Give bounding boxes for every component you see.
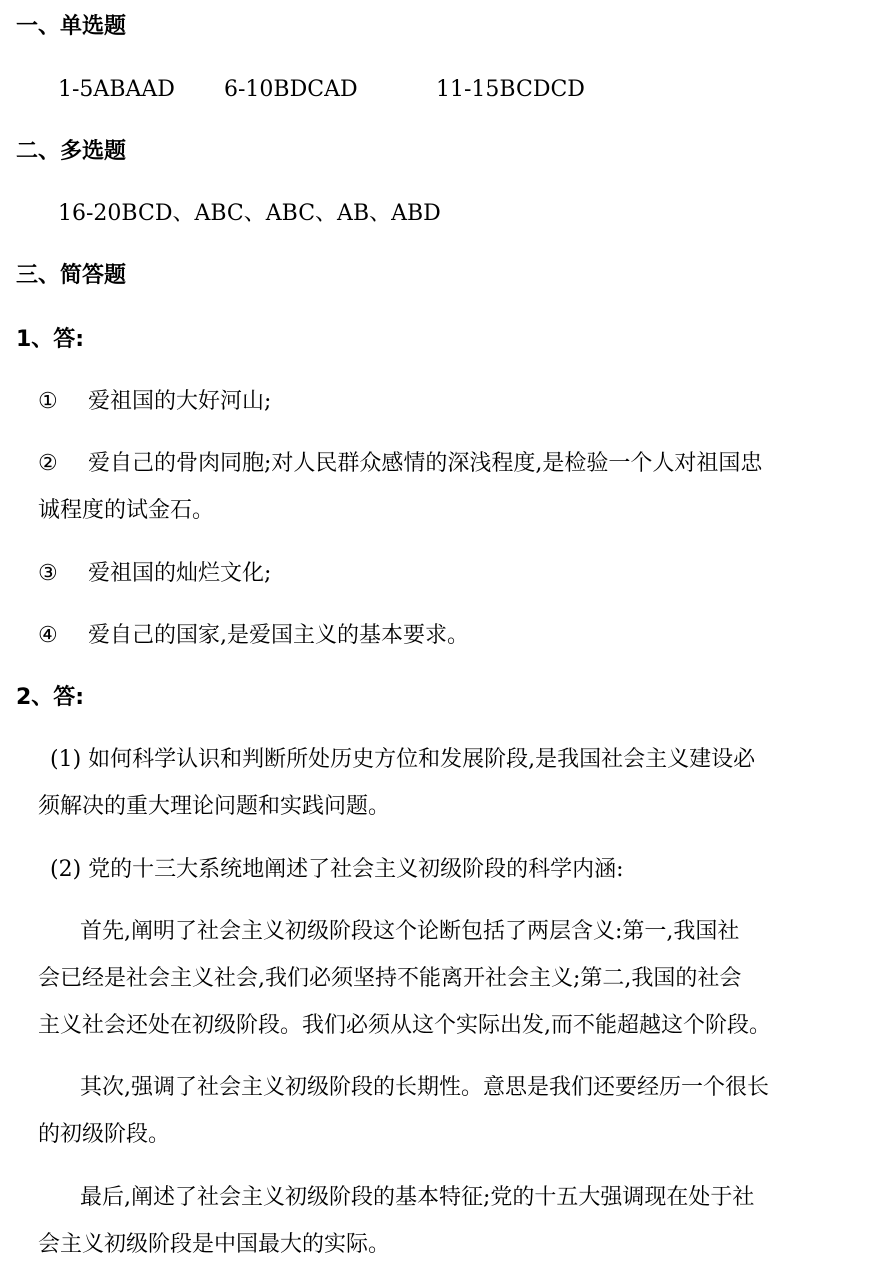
q1-item-2-continuation: 诚程度的试金石。 bbox=[38, 498, 215, 523]
section-title-short-answer: 三、简答题 bbox=[16, 263, 127, 288]
q1-item-3 bbox=[38, 559, 271, 589]
answer-group-6-10: 6-10BDCAD bbox=[224, 77, 358, 102]
single-choice-answers bbox=[58, 75, 585, 105]
q1-item-4-text: 爱自己的国家,是爱国主义的基本要求。 bbox=[88, 623, 469, 648]
q1-item-3-text: 爱祖国的灿烂文化; bbox=[88, 561, 272, 586]
q1-item-1 bbox=[38, 387, 271, 417]
circled-number-4: ④ bbox=[38, 623, 58, 648]
question-2-label: 2、答: bbox=[16, 685, 85, 710]
section-title-multi-choice: 二、多选题 bbox=[16, 139, 127, 164]
q2-paragraph-3-line-1: 首先,阐明了社会主义初级阶段这个论断包括了两层含义:第一,我国社 bbox=[80, 919, 740, 944]
circled-number-2: ② bbox=[38, 451, 58, 476]
multi-choice-answers: 16-20BCD、ABC、ABC、AB、ABD bbox=[58, 201, 441, 226]
circled-number-3: ③ bbox=[38, 561, 58, 586]
q2-paragraph-4-line-2: 的初级阶段。 bbox=[38, 1122, 171, 1147]
q2-paragraph-3-line-2: 会已经是社会主义社会,我们必须坚持不能离开社会主义;第二,我国的社会 bbox=[38, 966, 742, 991]
circled-number-1: ① bbox=[38, 389, 58, 414]
answer-group-11-15: 11-15BCDCD bbox=[436, 77, 585, 102]
q2-paragraph-3-line-3: 主义社会还处在初级阶段。我们必须从这个实际出发,而不能超越这个阶段。 bbox=[38, 1013, 771, 1038]
q2-paragraph-1-line-2: 须解决的重大理论问题和实践问题。 bbox=[38, 794, 391, 819]
answer-group-1-5: 1-5ABAAD bbox=[58, 77, 175, 102]
q2-paragraph-5-line-1: 最后,阐述了社会主义初级阶段的基本特征;党的十五大强调现在处于社 bbox=[80, 1185, 755, 1210]
q2-paragraph-1-line-1: (1) 如何科学认识和判断所处历史方位和发展阶段,是我国社会主义建设必 bbox=[50, 747, 756, 772]
section-title-single-choice: 一、单选题 bbox=[16, 14, 127, 39]
q1-item-2-text: 爱自己的骨肉同胞;对人民群众感情的深浅程度,是检验一个人对祖国忠 bbox=[88, 451, 763, 476]
q1-item-1-text: 爱祖国的大好河山; bbox=[88, 389, 272, 414]
q2-paragraph-5-line-2: 会主义初级阶段是中国最大的实际。 bbox=[38, 1232, 391, 1257]
q2-paragraph-4-line-1: 其次,强调了社会主义初级阶段的长期性。意思是我们还要经历一个很长 bbox=[80, 1075, 769, 1100]
q1-item-4 bbox=[38, 621, 469, 651]
question-1-label: 1、答: bbox=[16, 327, 85, 352]
q2-paragraph-2: (2) 党的十三大系统地阐述了社会主义初级阶段的科学内涵: bbox=[50, 857, 624, 882]
q1-item-2 bbox=[38, 449, 762, 479]
